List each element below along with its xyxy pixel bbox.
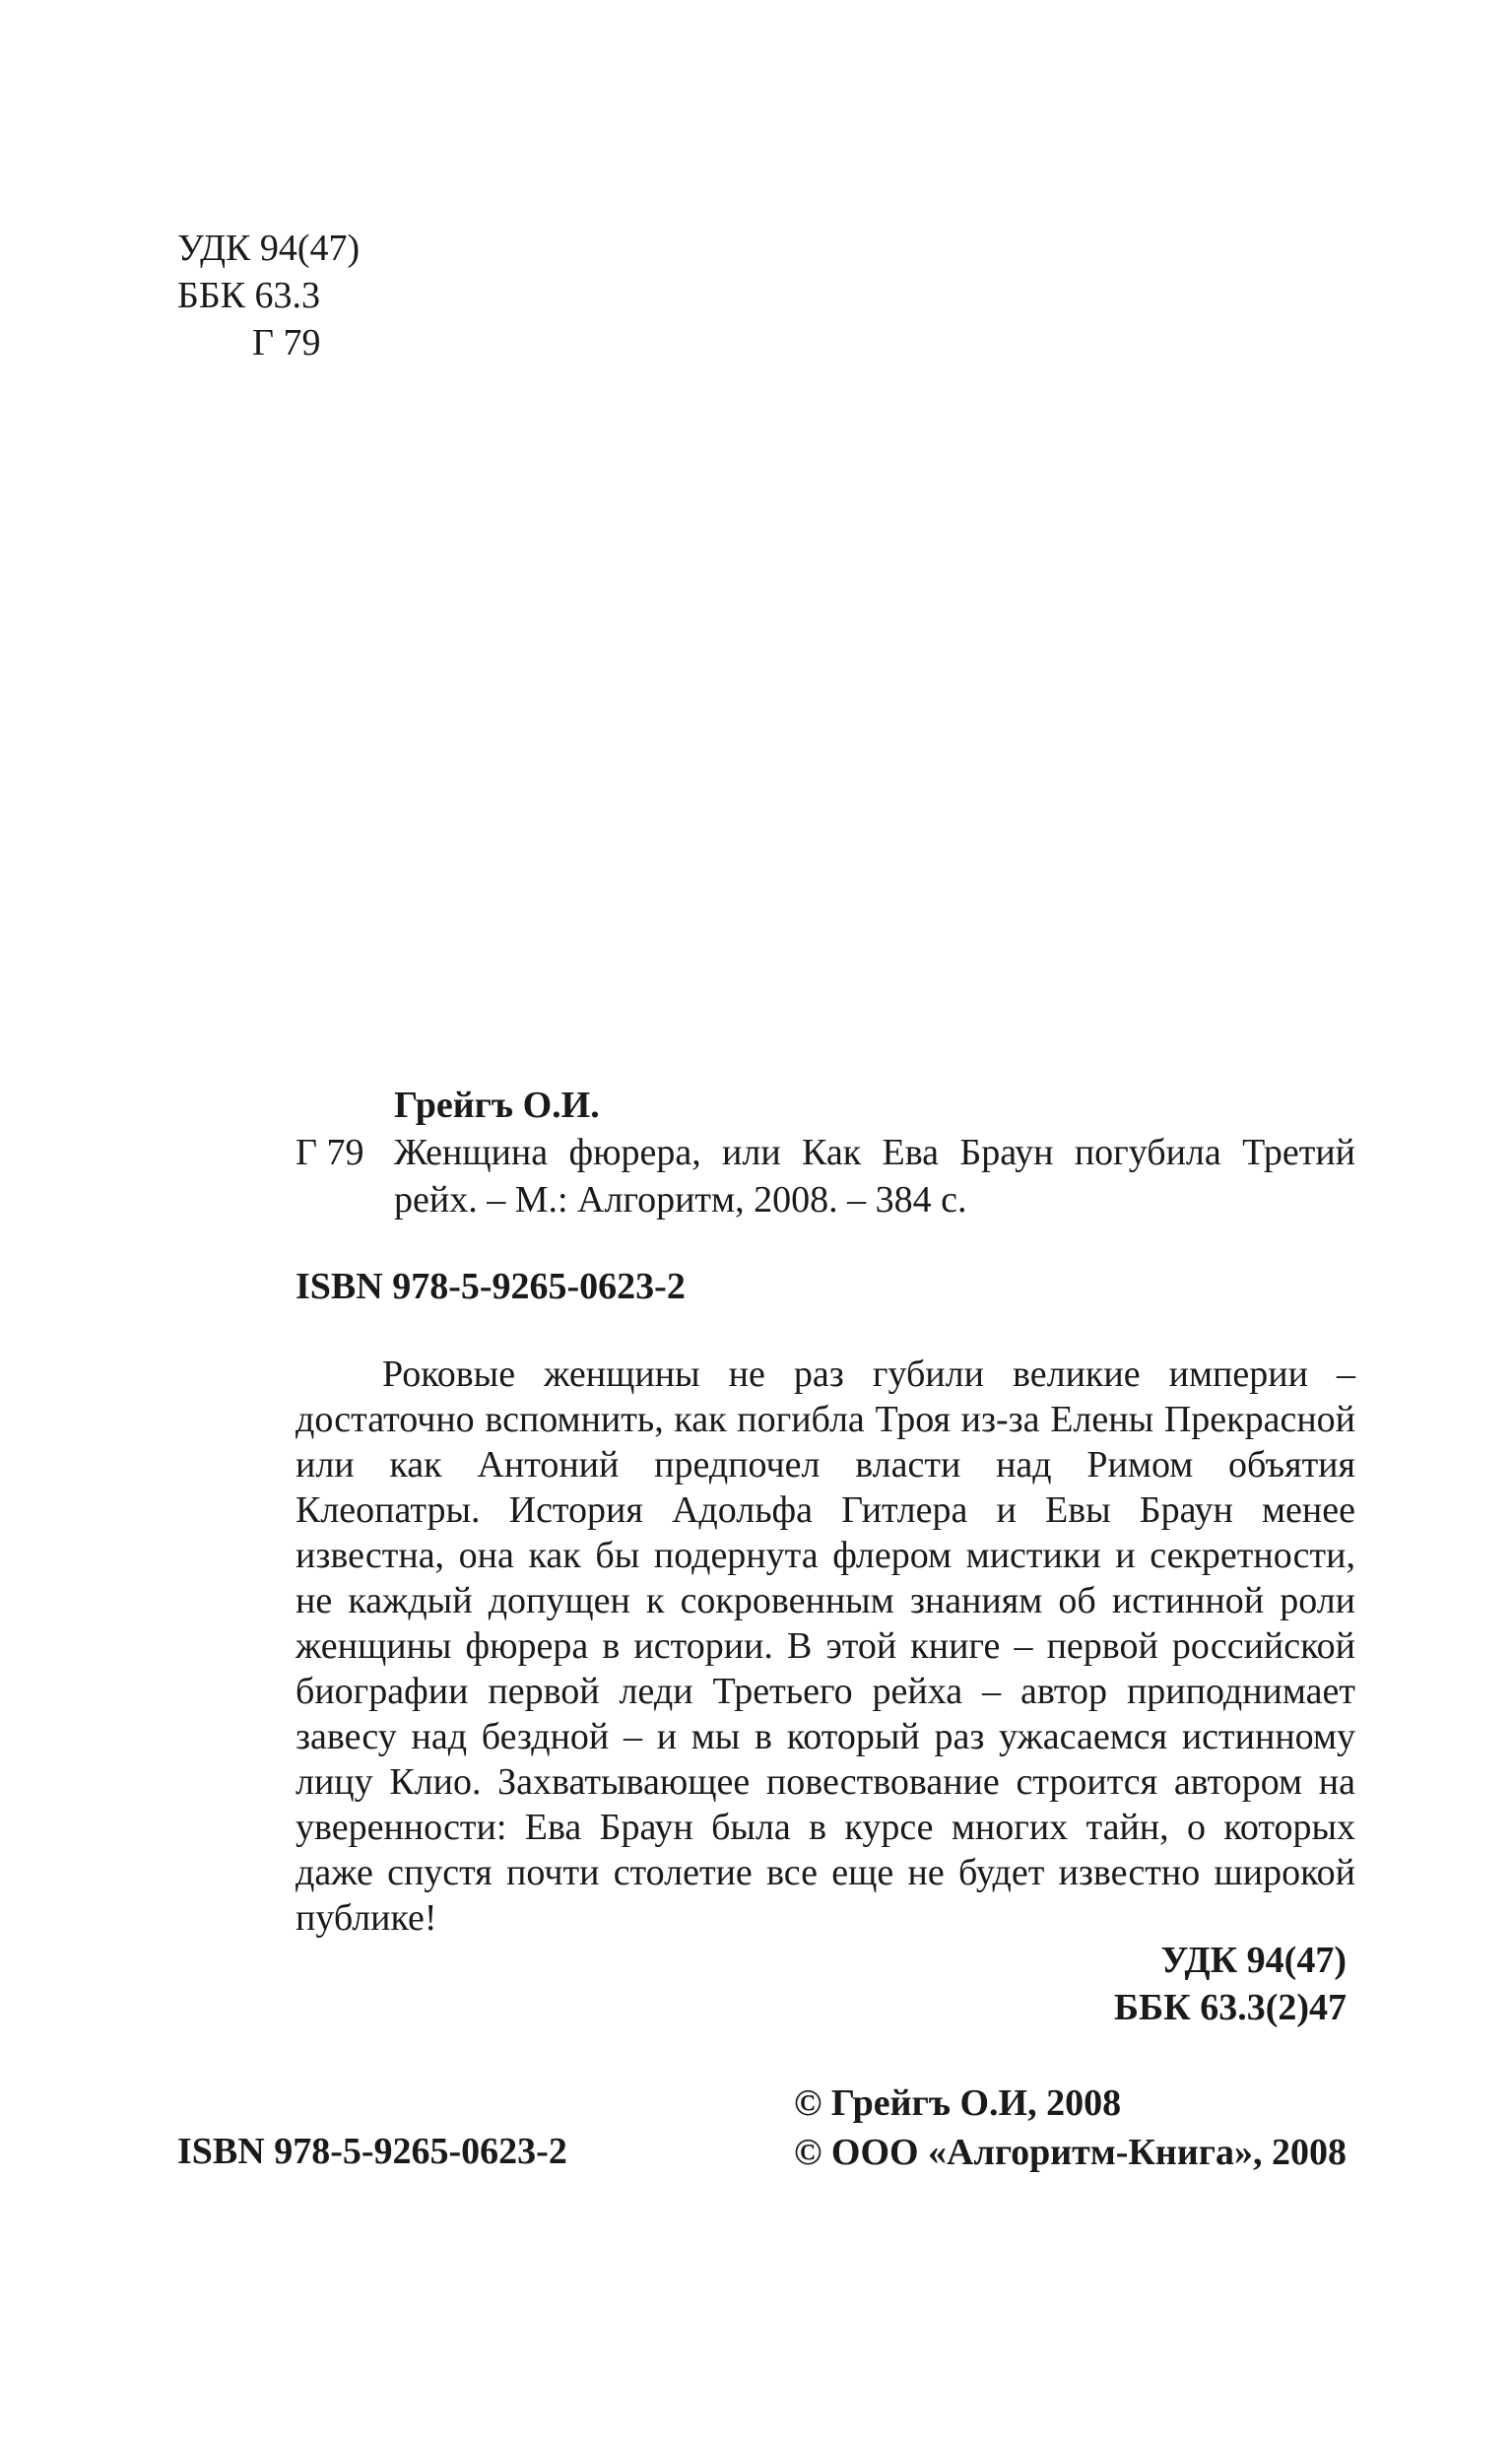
classification-codes-top bbox=[177, 225, 360, 366]
annotation-paragraph: Роковые женщины не раз губили великие империи – достаточно вспомнить, как погибла Троя из-за Елены Прекрасной или как Антоний предпочел власти над Римом объятия Клеопатры. История Адольфа Гитлера и Евы Браун менее известна, она как бы подернута флером мистики и секретности, не каждый допущен к сокровенным знаниям об истинной роли женщины фюрера в истории. В этой книге – первой российской биографии первой леди Третьего рейха – автор приподнимает завесу над бездной – и мы в который раз ужасаемся истинному лицу Клио. Захватывающее повествование строится автором на уверенности: Ева Браун была в курсе многих тайн, о которых даже спустя почти столетие все еще не будет известно широкой публике! bbox=[296, 1354, 1355, 1939]
entry-title-line: Женщина фюрера, или Как Ева Браун погубила Третий рейх. – М.: Алгоритм, 2008. – 384 с. bbox=[394, 1132, 1355, 1221]
isbn-main: ISBN 978-5-9265-0623-2 bbox=[296, 1266, 686, 1307]
bbk-code-bottom: ББК 63.3(2)47 bbox=[1113, 1987, 1347, 2028]
author-name: Грейгъ О.И. bbox=[394, 1085, 600, 1126]
isbn-bottom: ISBN 978-5-9265-0623-2 bbox=[177, 2131, 567, 2172]
copyright-notices bbox=[794, 2079, 1347, 2177]
udk-code-bottom: УДК 94(47) bbox=[1160, 1940, 1347, 1981]
entry-author-mark: Г 79 bbox=[296, 1132, 364, 1173]
bibliographic-description bbox=[296, 1129, 1355, 1223]
bbk-code: ББК 63.3 bbox=[177, 275, 320, 316]
author-mark: Г 79 bbox=[252, 322, 321, 363]
classification-codes-bottom bbox=[1114, 1937, 1347, 2031]
udk-code: УДК 94(47) bbox=[177, 228, 361, 269]
copyright-author: © Грейгъ О.И, 2008 bbox=[794, 2082, 1122, 2124]
copyright-publisher: © ООО «Алгоритм-Книга», 2008 bbox=[794, 2132, 1347, 2173]
